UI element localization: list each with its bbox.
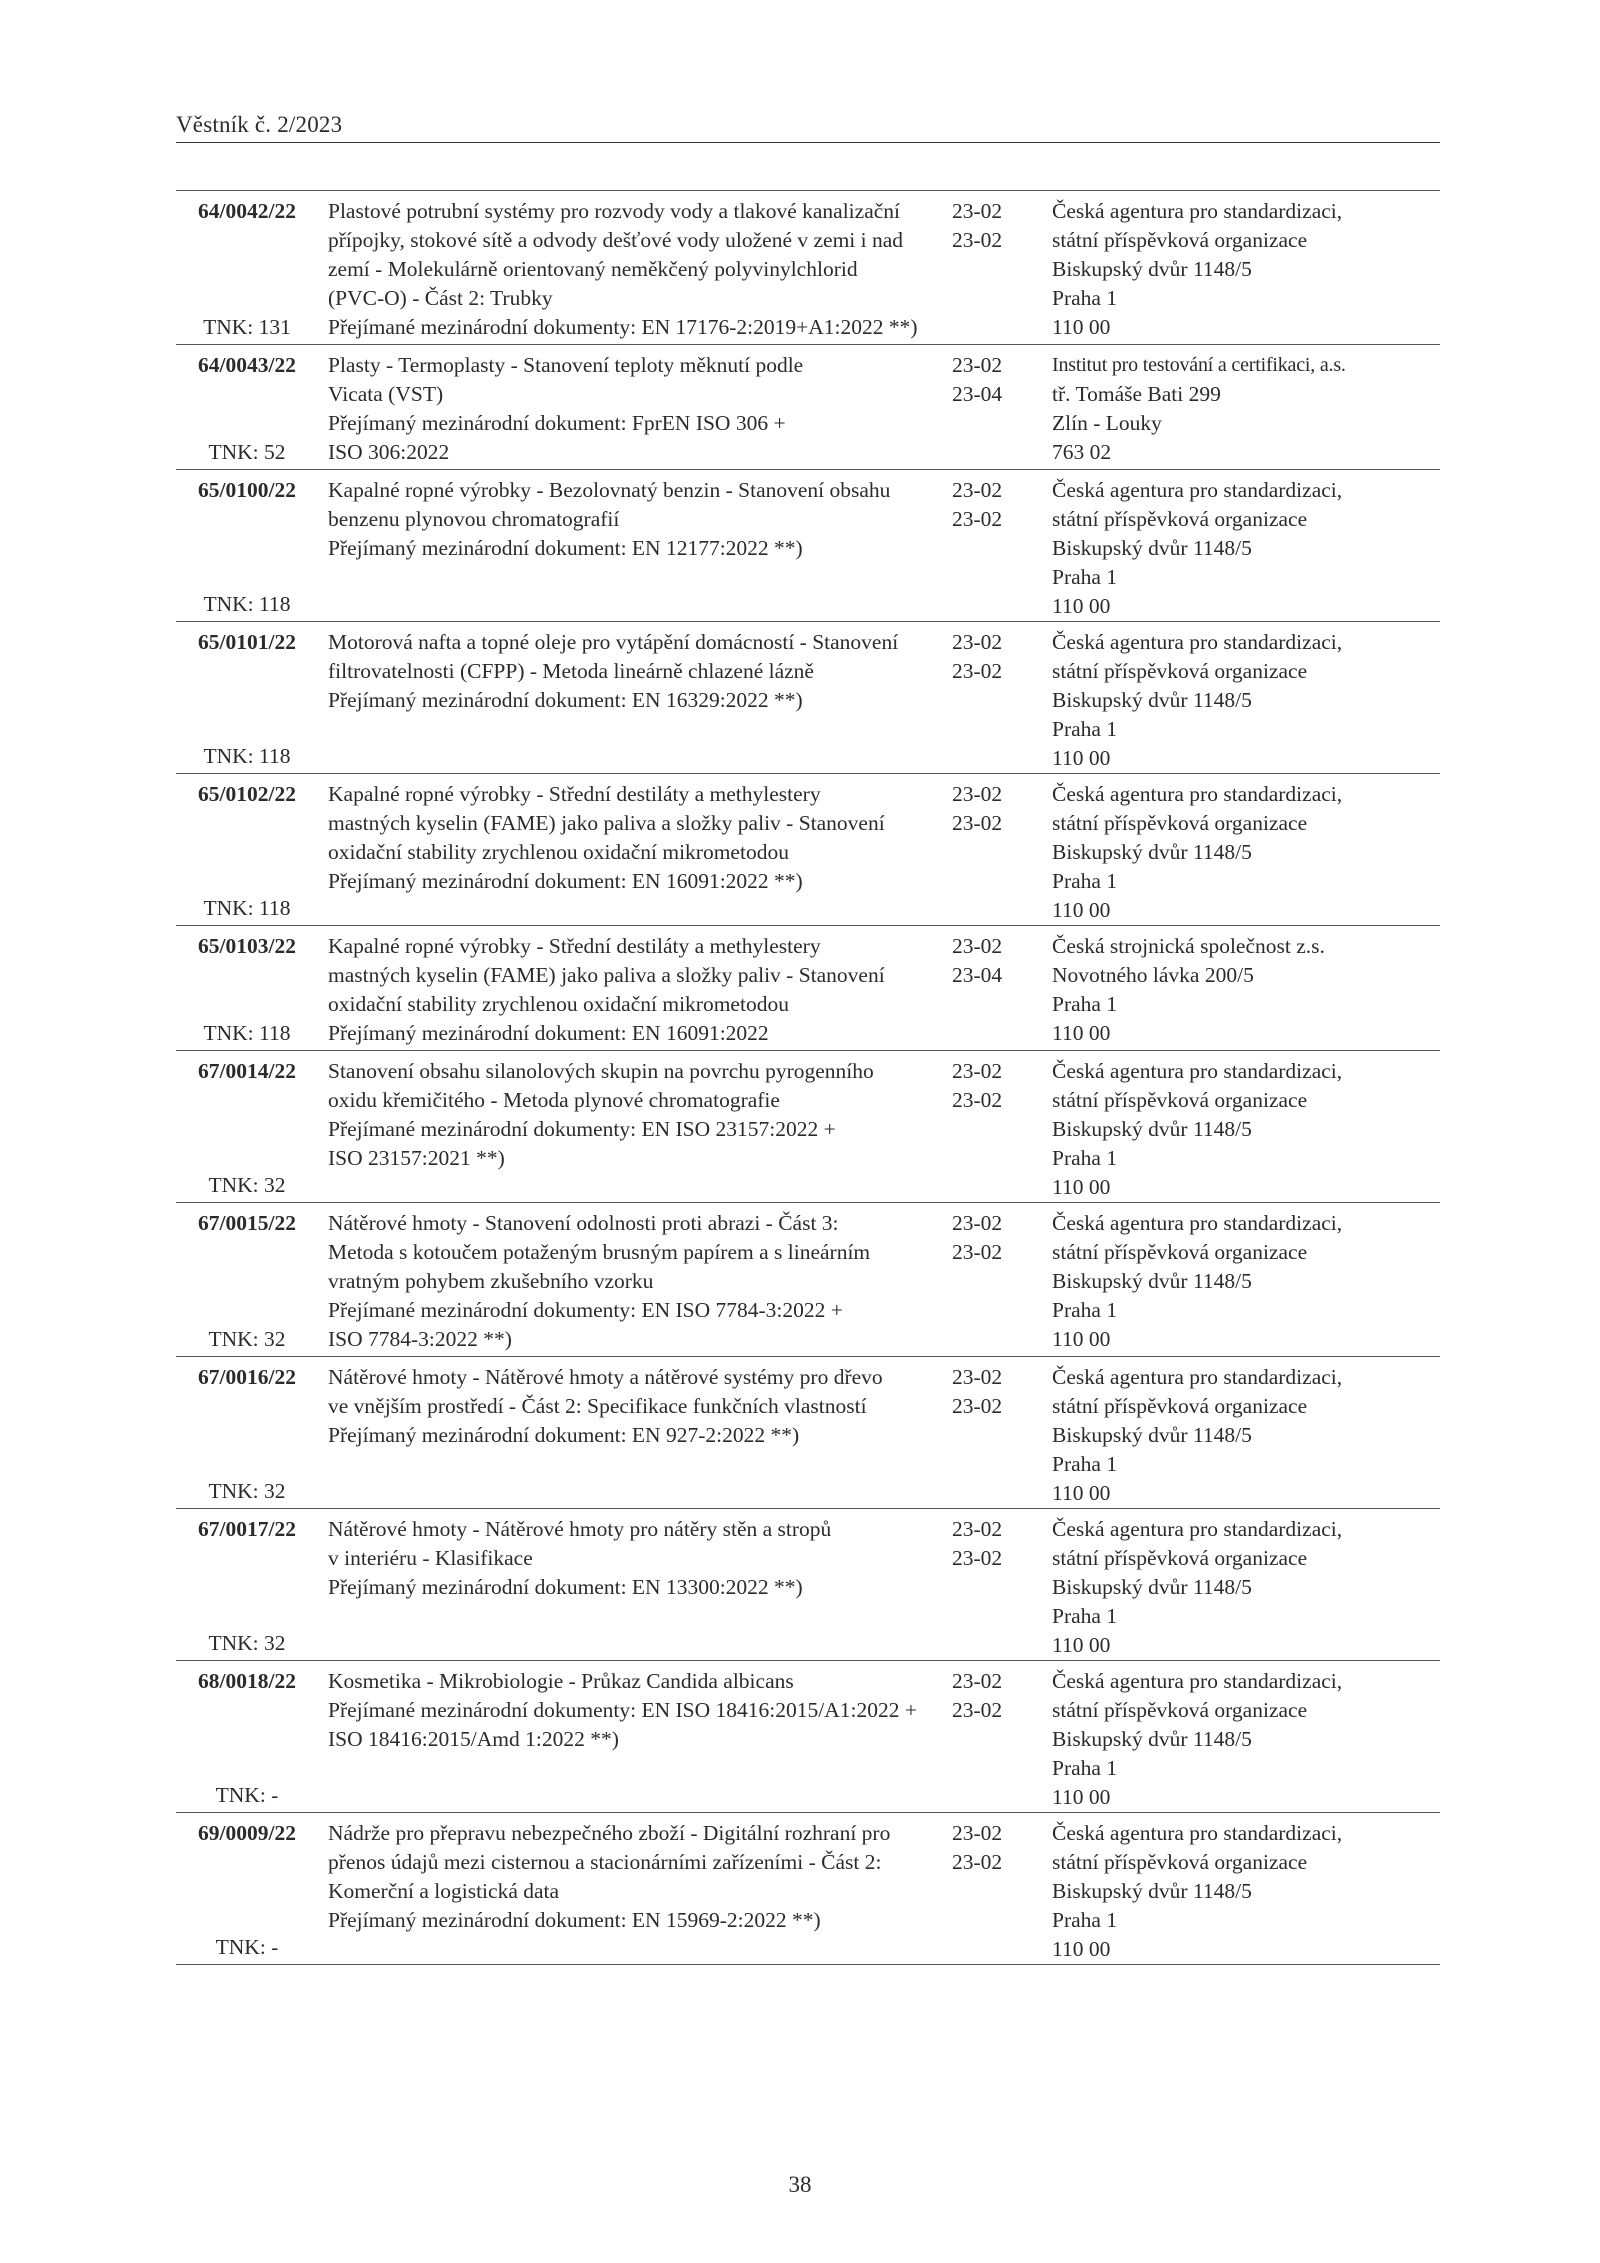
description-cell [318, 1357, 940, 1508]
tnk-label: TNK: 118 [203, 1021, 291, 1045]
address-cell [1042, 926, 1440, 1050]
code-line: 23-02 [952, 811, 1003, 835]
id-cell [176, 926, 318, 1050]
description-line: Kapalné ropné výrobky - Střední destiláty a methylestery [328, 934, 821, 958]
codes-cell [940, 191, 1042, 344]
code-line: 23-04 [952, 963, 1003, 987]
description-cell [318, 345, 940, 469]
tnk-label: TNK: 118 [203, 744, 291, 768]
tnk-label: TNK: 131 [203, 315, 291, 339]
address-line: Biskupský dvůr 1148/5 [1052, 257, 1252, 281]
address-line: Biskupský dvůr 1148/5 [1052, 688, 1252, 712]
address-line: Biskupský dvůr 1148/5 [1052, 1575, 1252, 1599]
address-cell [1042, 1509, 1440, 1660]
address-line: Institut pro testování a certifikaci, a.s. [1052, 354, 1346, 376]
address-line: státní příspěvková organizace [1052, 228, 1308, 252]
code-line: 23-02 [952, 1211, 1003, 1235]
code-line: 23-02 [952, 507, 1003, 531]
address-line: státní příspěvková organizace [1052, 1240, 1308, 1264]
address-line: Biskupský dvůr 1148/5 [1052, 1879, 1252, 1903]
address-line: 110 00 [1052, 1937, 1111, 1961]
description-line: v interiéru - Klasifikace [328, 1546, 533, 1570]
description-line: Přejímaný mezinárodní dokument: EN 16091:2022 [328, 1021, 769, 1045]
address-line: státní příspěvková organizace [1052, 1394, 1308, 1418]
table-row [176, 621, 1440, 773]
address-line: 110 00 [1052, 315, 1111, 339]
table-row [176, 1202, 1440, 1356]
address-cell [1042, 1661, 1440, 1812]
description-line: oxidační stability zrychlenou oxidační mikrometodou [328, 992, 789, 1016]
description-line: Plastové potrubní systémy pro rozvody vody a tlakové kanalizační [328, 199, 901, 223]
description-line: benzenu plynovou chromatografií [328, 507, 620, 531]
description-line: Vicata (VST) [328, 382, 444, 406]
id-cell [176, 774, 318, 925]
address-line: Česká agentura pro standardizaci, [1052, 478, 1343, 502]
address-line: Praha 1 [1052, 1908, 1118, 1932]
description-cell [318, 926, 940, 1050]
description-line: Přejímané mezinárodní dokumenty: EN ISO 23157:2022 + [328, 1117, 836, 1141]
standard-number: 67/0016/22 [198, 1365, 296, 1389]
codes-cell [940, 1813, 1042, 1964]
description-line: Přejímané mezinárodní dokumenty: EN ISO 18416:2015/A1:2022 + [328, 1698, 917, 1722]
standard-number: 67/0014/22 [198, 1059, 296, 1083]
address-line: 110 00 [1052, 1175, 1111, 1199]
description-line: Nádrže pro přepravu nebezpečného zboží - Digitální rozhraní pro [328, 1821, 891, 1845]
address-line: Biskupský dvůr 1148/5 [1052, 536, 1252, 560]
address-line: Praha 1 [1052, 869, 1118, 893]
description-line: Přejímané mezinárodní dokumenty: EN 17176-2:2019+A1:2022 **) [328, 315, 918, 339]
code-line: 23-02 [952, 199, 1003, 223]
description-line: Stanovení obsahu silanolových skupin na povrchu pyrogenního [328, 1059, 874, 1083]
address-line: Česká agentura pro standardizaci, [1052, 1821, 1343, 1845]
standard-number: 65/0100/22 [198, 478, 296, 502]
table-row [176, 1812, 1440, 1965]
tnk-label: TNK: 118 [203, 896, 291, 920]
tnk-label: TNK: 32 [208, 1173, 286, 1197]
code-line: 23-02 [952, 1850, 1003, 1874]
codes-cell [940, 1203, 1042, 1356]
tnk-label: TNK: 32 [208, 1327, 286, 1351]
description-line: Plasty - Termoplasty - Stanovení teploty měknutí podle [328, 353, 804, 377]
address-line: Česká agentura pro standardizaci, [1052, 1211, 1343, 1235]
standard-number: 67/0017/22 [198, 1517, 296, 1541]
description-line: mastných kyselin (FAME) jako paliva a složky paliv - Stanovení [328, 811, 885, 835]
description-line: (PVC-O) - Část 2: Trubky [328, 286, 553, 310]
description-line: přenos údajů mezi cisternou a stacionárními zařízeními - Část 2: [328, 1850, 882, 1874]
standard-number: 67/0015/22 [198, 1211, 296, 1235]
table-row [176, 773, 1440, 925]
address-cell [1042, 1813, 1440, 1964]
address-line: Česká strojnická společnost z.s. [1052, 934, 1325, 958]
description-line: vratným pohybem zkušebního vzorku [328, 1269, 654, 1293]
description-cell [318, 1203, 940, 1356]
journal-title: Věstník č. 2/2023 [176, 112, 343, 137]
code-line: 23-02 [952, 1365, 1003, 1389]
description-line: ISO 306:2022 [328, 440, 450, 464]
address-cell [1042, 191, 1440, 344]
description-line: Nátěrové hmoty - Nátěrové hmoty a nátěrové systémy pro dřevo [328, 1365, 883, 1389]
description-line: Přejímaný mezinárodní dokument: EN 16091:2022 **) [328, 869, 803, 893]
address-cell [1042, 345, 1440, 469]
address-line: státní příspěvková organizace [1052, 659, 1308, 683]
address-line: Praha 1 [1052, 286, 1118, 310]
codes-cell [940, 774, 1042, 925]
description-line: Nátěrové hmoty - Nátěrové hmoty pro nátěry stěn a stropů [328, 1517, 832, 1541]
tnk-label: TNK: 32 [208, 1479, 286, 1503]
description-line: Přejímané mezinárodní dokumenty: EN ISO 7784-3:2022 + [328, 1298, 843, 1322]
description-line: mastných kyselin (FAME) jako paliva a složky paliv - Stanovení [328, 963, 885, 987]
description-cell [318, 1051, 940, 1202]
code-line: 23-04 [952, 382, 1003, 406]
address-line: 110 00 [1052, 594, 1111, 618]
description-cell [318, 622, 940, 773]
code-line: 23-02 [952, 353, 1003, 377]
address-line: 110 00 [1052, 898, 1111, 922]
address-cell [1042, 1357, 1440, 1508]
address-line: Biskupský dvůr 1148/5 [1052, 840, 1252, 864]
address-line: 110 00 [1052, 1785, 1111, 1809]
code-line: 23-02 [952, 934, 1003, 958]
address-line: Biskupský dvůr 1148/5 [1052, 1117, 1252, 1141]
address-line: Praha 1 [1052, 717, 1118, 741]
description-line: Přejímaný mezinárodní dokument: FprEN ISO 306 + [328, 411, 786, 435]
tnk-label: TNK: 32 [208, 1631, 286, 1655]
address-line: Česká agentura pro standardizaci, [1052, 1517, 1343, 1541]
address-line: státní příspěvková organizace [1052, 811, 1308, 835]
table-row [176, 344, 1440, 469]
description-line: ISO 23157:2021 **) [328, 1146, 505, 1170]
id-cell [176, 1357, 318, 1508]
code-line: 23-02 [952, 630, 1003, 654]
address-cell [1042, 774, 1440, 925]
code-line: 23-02 [952, 1546, 1003, 1570]
id-cell [176, 1051, 318, 1202]
standard-number: 69/0009/22 [198, 1821, 296, 1845]
address-line: Zlín - Louky [1052, 411, 1162, 435]
table-row [176, 190, 1440, 344]
address-cell [1042, 1203, 1440, 1356]
description-line: Přejímaný mezinárodní dokument: EN 927-2:2022 **) [328, 1423, 800, 1447]
description-line: Přejímaný mezinárodní dokument: EN 12177:2022 **) [328, 536, 803, 560]
id-cell [176, 1661, 318, 1812]
codes-cell [940, 926, 1042, 1050]
description-cell [318, 470, 940, 621]
address-line: státní příspěvková organizace [1052, 1546, 1308, 1570]
description-line: oxidu křemičitého - Metoda plynové chromatografie [328, 1088, 780, 1112]
address-line: Česká agentura pro standardizaci, [1052, 1365, 1343, 1389]
description-line: ISO 18416:2015/Amd 1:2022 **) [328, 1727, 619, 1751]
standard-number: 64/0043/22 [198, 353, 296, 377]
codes-cell [940, 1509, 1042, 1660]
address-line: Praha 1 [1052, 1146, 1118, 1170]
address-line: Praha 1 [1052, 1298, 1118, 1322]
codes-cell [940, 470, 1042, 621]
description-line: ve vnějším prostředí - Část 2: Specifikace funkčních vlastností [328, 1394, 867, 1418]
code-line: 23-02 [952, 1517, 1003, 1541]
codes-cell [940, 1357, 1042, 1508]
codes-cell [940, 345, 1042, 469]
address-line: Česká agentura pro standardizaci, [1052, 199, 1343, 223]
description-line: Motorová nafta a topné oleje pro vytápění domácností - Stanovení [328, 630, 899, 654]
description-line: Komerční a logistická data [328, 1879, 560, 1903]
tnk-label: TNK: - [215, 1783, 279, 1807]
description-cell [318, 1661, 940, 1812]
description-line: Přejímaný mezinárodní dokument: EN 16329:2022 **) [328, 688, 803, 712]
id-cell [176, 1509, 318, 1660]
address-line: Česká agentura pro standardizaci, [1052, 782, 1343, 806]
id-cell [176, 470, 318, 621]
id-cell [176, 622, 318, 773]
address-line: Praha 1 [1052, 1452, 1118, 1476]
address-line: Novotného lávka 200/5 [1052, 963, 1254, 987]
code-line: 23-02 [952, 1088, 1003, 1112]
description-line: přípojky, stokové sítě a odvody dešťové vody uložené v zemi i nad [328, 228, 904, 252]
standard-number: 65/0102/22 [198, 782, 296, 806]
standards-table [176, 190, 1440, 1965]
description-line: Metoda s kotoučem potaženým brusným papírem a s lineárním [328, 1240, 871, 1264]
description-line: Přejímaný mezinárodní dokument: EN 15969-2:2022 **) [328, 1908, 821, 1932]
address-line: 110 00 [1052, 746, 1111, 770]
description-line: Kosmetika - Mikrobiologie - Průkaz Candida albicans [328, 1669, 794, 1693]
tnk-label: TNK: 52 [208, 440, 286, 464]
code-line: 23-02 [952, 782, 1003, 806]
page-number: 38 [788, 2172, 812, 2197]
address-line: Biskupský dvůr 1148/5 [1052, 1269, 1252, 1293]
address-line: Praha 1 [1052, 1756, 1118, 1780]
table-row [176, 1356, 1440, 1508]
address-cell [1042, 622, 1440, 773]
address-line: Česká agentura pro standardizaci, [1052, 1669, 1343, 1693]
standard-number: 68/0018/22 [198, 1669, 296, 1693]
id-cell [176, 191, 318, 344]
table-row [176, 925, 1440, 1050]
address-line: 763 02 [1052, 440, 1112, 464]
id-cell [176, 345, 318, 469]
standard-number: 64/0042/22 [198, 199, 296, 223]
address-line: 110 00 [1052, 1327, 1111, 1351]
table-row [176, 1660, 1440, 1812]
code-line: 23-02 [952, 1669, 1003, 1693]
code-line: 23-02 [952, 1240, 1003, 1264]
address-line: tř. Tomáše Bati 299 [1052, 382, 1221, 406]
code-line: 23-02 [952, 1698, 1003, 1722]
table-row [176, 469, 1440, 621]
tnk-label: TNK: 118 [203, 592, 291, 616]
tnk-label: TNK: - [215, 1935, 279, 1959]
address-line: Praha 1 [1052, 992, 1118, 1016]
standard-number: 65/0103/22 [198, 934, 296, 958]
standard-number: 65/0101/22 [198, 630, 296, 654]
code-line: 23-02 [952, 1394, 1003, 1418]
description-line: Kapalné ropné výrobky - Bezolovnatý benzin - Stanovení obsahu [328, 478, 891, 502]
codes-cell [940, 1661, 1042, 1812]
address-cell [1042, 470, 1440, 621]
description-line: Kapalné ropné výrobky - Střední destiláty a methylestery [328, 782, 821, 806]
address-line: státní příspěvková organizace [1052, 1088, 1308, 1112]
table-row [176, 1508, 1440, 1660]
address-line: 110 00 [1052, 1633, 1111, 1657]
address-line: Biskupský dvůr 1148/5 [1052, 1727, 1252, 1751]
description-cell [318, 191, 940, 344]
description-cell [318, 774, 940, 925]
description-cell [318, 1509, 940, 1660]
address-line: státní příspěvková organizace [1052, 1850, 1308, 1874]
description-line: Nátěrové hmoty - Stanovení odolnosti proti abrazi - Část 3: [328, 1211, 839, 1235]
code-line: 23-02 [952, 659, 1003, 683]
description-line: Přejímaný mezinárodní dokument: EN 13300:2022 **) [328, 1575, 803, 1599]
codes-cell [940, 622, 1042, 773]
description-line: ISO 7784-3:2022 **) [328, 1327, 512, 1351]
id-cell [176, 1813, 318, 1964]
table-row [176, 1050, 1440, 1202]
code-line: 23-02 [952, 478, 1003, 502]
address-line: 110 00 [1052, 1021, 1111, 1045]
description-line: oxidační stability zrychlenou oxidační mikrometodou [328, 840, 789, 864]
address-line: 110 00 [1052, 1481, 1111, 1505]
address-line: Biskupský dvůr 1148/5 [1052, 1423, 1252, 1447]
address-line: Praha 1 [1052, 565, 1118, 589]
description-line: zemí - Molekulárně orientovaný neměkčený polyvinylchlorid [328, 257, 858, 281]
address-line: státní příspěvková organizace [1052, 1698, 1308, 1722]
code-line: 23-02 [952, 1059, 1003, 1083]
address-line: Praha 1 [1052, 1604, 1118, 1628]
description-line: filtrovatelnosti (CFPP) - Metoda lineárně chlazené lázně [328, 659, 814, 683]
description-cell [318, 1813, 940, 1964]
address-line: Česká agentura pro standardizaci, [1052, 1059, 1343, 1083]
code-line: 23-02 [952, 228, 1003, 252]
id-cell [176, 1203, 318, 1356]
page-header [176, 112, 1440, 143]
address-line: Česká agentura pro standardizaci, [1052, 630, 1343, 654]
address-line: státní příspěvková organizace [1052, 507, 1308, 531]
code-line: 23-02 [952, 1821, 1003, 1845]
address-cell [1042, 1051, 1440, 1202]
codes-cell [940, 1051, 1042, 1202]
